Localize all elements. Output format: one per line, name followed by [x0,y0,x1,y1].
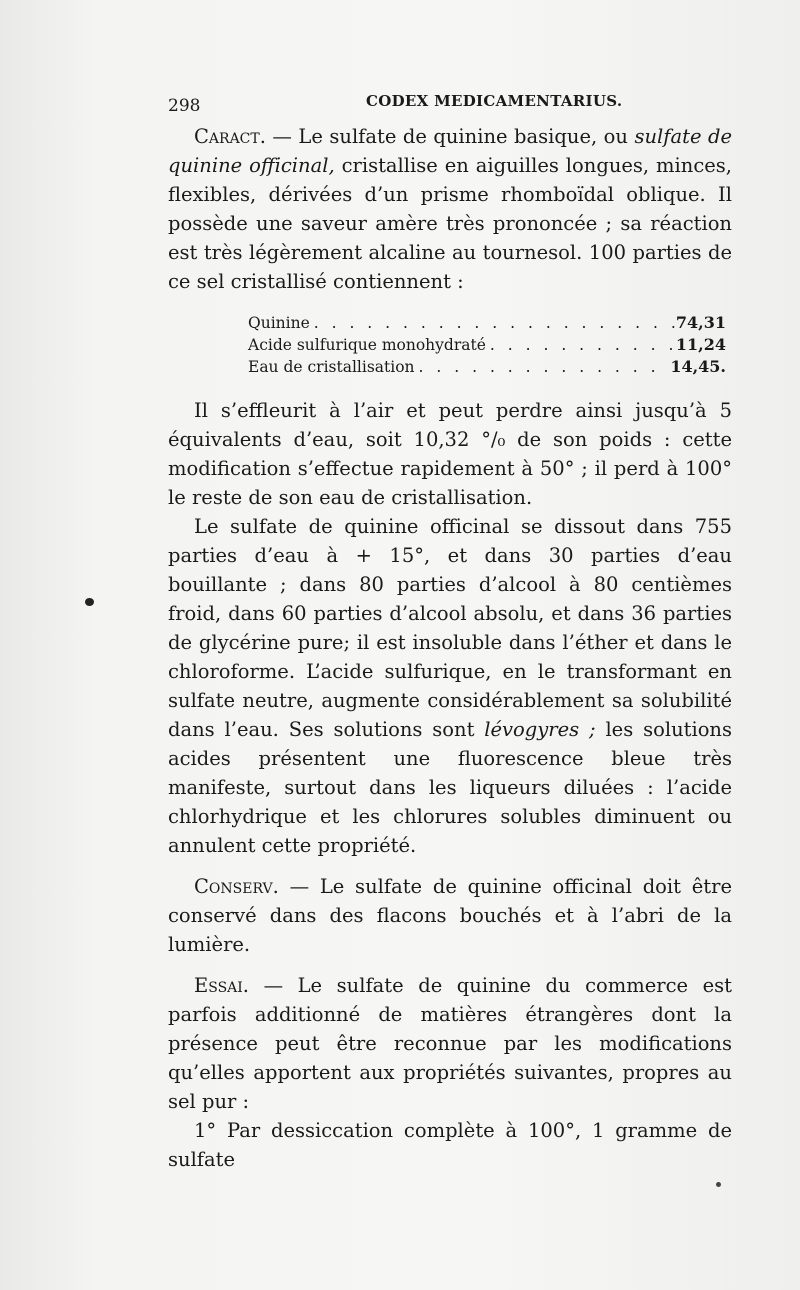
component-name: Acide sulfurique monohydraté [248,336,486,354]
paragraph-essai: Essai. — Le sulfate de quinine du commerce est parfois additionné de matières étrangères dont la présence peut être reconnue par les modifications qu’elles apportent aux propriétés suivantes, propres au sel pur : [168,974,732,1113]
body-text [168,122,732,1174]
paragraph-dissout: Le sulfate de quinine officinal se dissout dans 755 parties d’eau à + 15°, et dans 30 parties d’eau bouillante ; dans 80 parties d’alcool à 80 centièmes froid, dans 60 parties d’alcool absolu, et dans 36 parties de glycérine pure; il est insoluble dans l’éther et dans le chloroforme. L’acide sulfurique, en le transformant en sulfate neutre, augmente considérablement sa solubilité dans l’eau. Ses solutions sont lévogyres ; les solutions acides présentent une fluorescence bleue très manifeste, surtout dans les liqueurs diluées : l’acide chlorhydrique et les chlorures solubles diminuent ou annulent cette propriété. [168,515,733,857]
component-value: 14,45. [670,357,726,376]
italic-term: lévogyres ; [484,718,596,741]
paragraph-conserv: Conserv. — Le sulfate de quinine officinal doit être conservé dans des flacons bouchés et à l’abri de la lumière. [168,875,732,956]
italic-term: sulfate de quinine officinal, [168,125,732,177]
page-header [168,92,736,116]
section-label: Essai. [194,974,250,997]
component-value: 74,31 [675,313,726,332]
paragraph-caract: Caract. — Le sulfate de quinine basique, ou sulfate de quinine officinal, cristallise en aiguilles longues, minces, flexibles, dérivées d’un prisme rhomboïdal oblique. Il possède une saveur amère très prononcée ; sa réaction est très légèrement alcaline au tournesol. 100 parties de ce sel cristallisé contiennent : [168,125,732,293]
component-name: Quinine [248,314,310,332]
ink-spot [85,598,94,606]
running-title: CODEX MEDICAMENTARIUS. [366,92,623,110]
component-value: 11,24 [675,335,726,354]
page-number: 298 [168,96,201,116]
paragraph-effleurit: Il s’effleurit à l’air et peut perdre ainsi jusqu’à 5 équivalents d’eau, soit 10,32 °/₀ de son poids : cette modification s’effectue rapidement à 50° ; il perd à 100° le reste de son eau de cristallisation. [168,399,732,509]
paragraph-item-1: 1° Par dessiccation complète à 100°, 1 gramme de sulfate [168,1119,732,1171]
composition-row [248,334,726,356]
composition-row [248,356,726,378]
component-name: Eau de cristallisation [248,358,415,376]
composition-row [248,312,726,334]
ink-spot [716,1182,721,1187]
composition-table [248,312,726,378]
section-label: Caract. [194,125,266,148]
section-label: Conserv. [194,875,279,898]
